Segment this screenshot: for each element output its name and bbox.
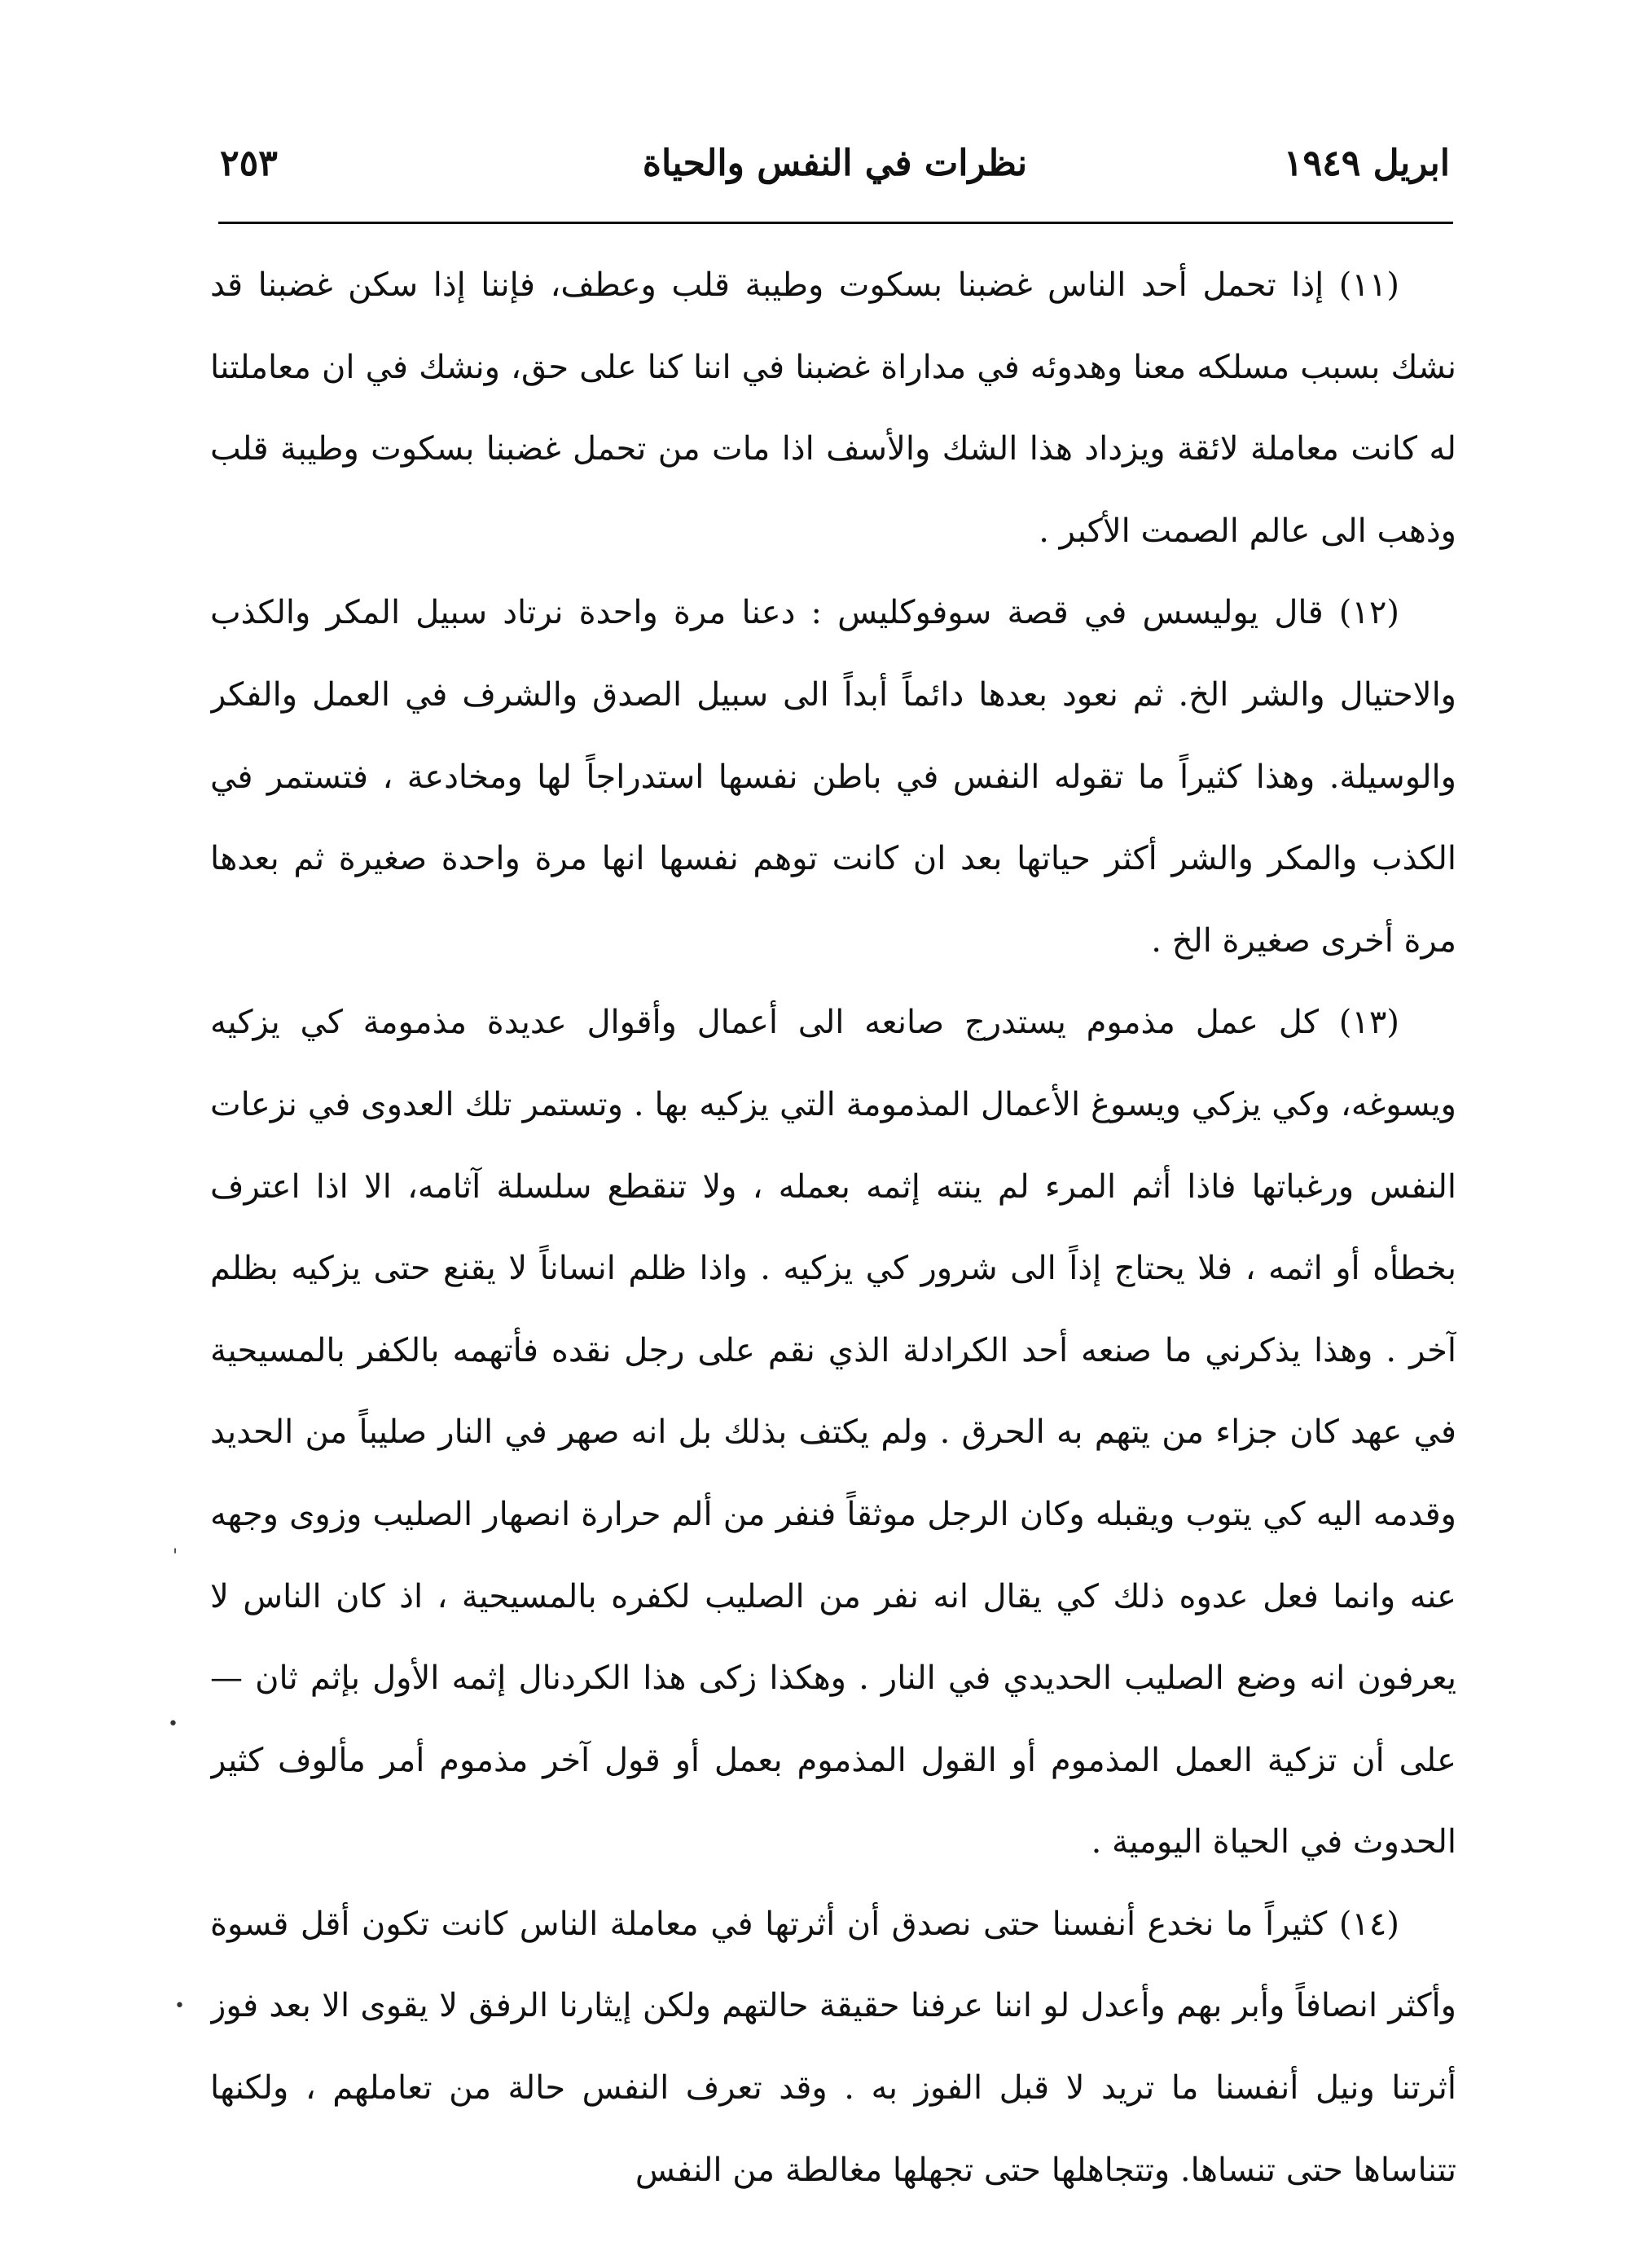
paragraph-12: (١٢) قال يوليسس في قصة سوفوكليس : دعنا مرة واحدة نرتاد سبيل المكر والكذب والاحتيال والشر الخ. ثم نعود بعدها دائماً أبداً الى سبيل الصدق والشرف في العمل والفكر والوسيلة. وهذا كثيراً ما تقوله النفس في باطن نفسها استدراجاً لها ومخادعة ، فتستمر في الكذب والمكر والشر أكثر حياتها بعد ان كانت توهم نفسها انها مرة واحدة صغيرة ثم بعدها مرة أخرى صغيرة الخ . <box>210 594 1456 960</box>
margin-dot-mark: • <box>168 1714 178 1734</box>
paragraph-14: (١٤) كثيراً ما نخدع أنفسنا حتى نصدق أن أثرتها في معاملة الناس كانت تكون أقل قسوة وأكثر انصافاً وأبر بهم وأعدل لو اننا عرفنا حقيقة حالتهم ولكن إيثارنا الرفق لا يقوى الا بعد فوز أثرتنا ونيل أنفسنا ما تريد لا قبل الفوز به . وقد تعرف النفس حالة من تعاملهم ، ولكنها تتناساها حتى تنساها. وتتجاهلها حتى تجهلها مغالطة من النفس <box>210 1905 1456 2189</box>
paragraph-13: (١٣) كل عمل مذموم يستدرج صانعه الى أعمال وأقوال عديدة مذمومة كي يزكيه ويسوغه، وكي يزكي ويسوغ الأعمال المذمومة التي يزكيه بها . وتستمر تلك العدوى في نزعات النفس ورغباتها فاذا أثم المرء لم ينته إثمه بعمله ، ولا تنقطع سلسلة آثامه، الا اذا اعترف بخطأه أو اثمه ، فلا يحتاج إذاً الى شرور كي يزكيه . واذا ظلم انساناً لا يقنع حتى يزكيه بظلم آخر . وهذا يذكرني ما صنعه أحد الكرادلة الذي نقم على رجل نقده فأتهمه بالكفر بالمسيحية في عهد كان جزاء من يتهم به الحرق . ولم يكتف بذلك بل انه صهر في النار صليباً من الحديد وقدمه اليه كي يتوب ويقبله وكان الرجل موثقاً فنفر من ألم حرارة انصهار الصليب وزوى وجهه عنه وانما فعل عدوه ذلك كي يقال انه نفر من الصليب لكفره بالمسيحية ، اذ كان الناس لا يعرفون انه وضع الصليب الحديدي في النار . وهكذا زكى هذا الكردنال إثمه الأول بإثم ثان — على أن تزكية العمل المذموم أو القول المذموم بعمل أو قول آخر مذموم أمر مألوف كثير الحدوث في الحياة اليومية . <box>210 1004 1456 1861</box>
paragraph-11: (١١) إذا تحمل أحد الناس غضبنا بسكوت وطيبة قلب وعطف، فإننا إذا سكن غضبنا قد نشك بسبب مسلكه معنا وهدوئه في مداراة غضبنا في اننا كنا على حق، ونشك في ان معاملتنا له كانت معاملة لائقة ويزداد هذا الشك والأسف اذا مات من تحمل غضبنا بسكوت وطيبة قلب وذهب الى عالم الصمت الأكبر . <box>210 266 1456 550</box>
margin-dot-mark: • <box>174 1996 185 2016</box>
margin-tick-mark: ' <box>173 1546 178 1567</box>
page-number: ٢٥٣ <box>220 143 278 184</box>
header-rule <box>218 222 1453 224</box>
running-header <box>220 143 1450 200</box>
header-title: نظرات في النفس والحياة <box>642 143 1028 184</box>
body-text <box>210 244 1456 2224</box>
header-date: ابريل ١٩٤٩ <box>1283 143 1450 184</box>
